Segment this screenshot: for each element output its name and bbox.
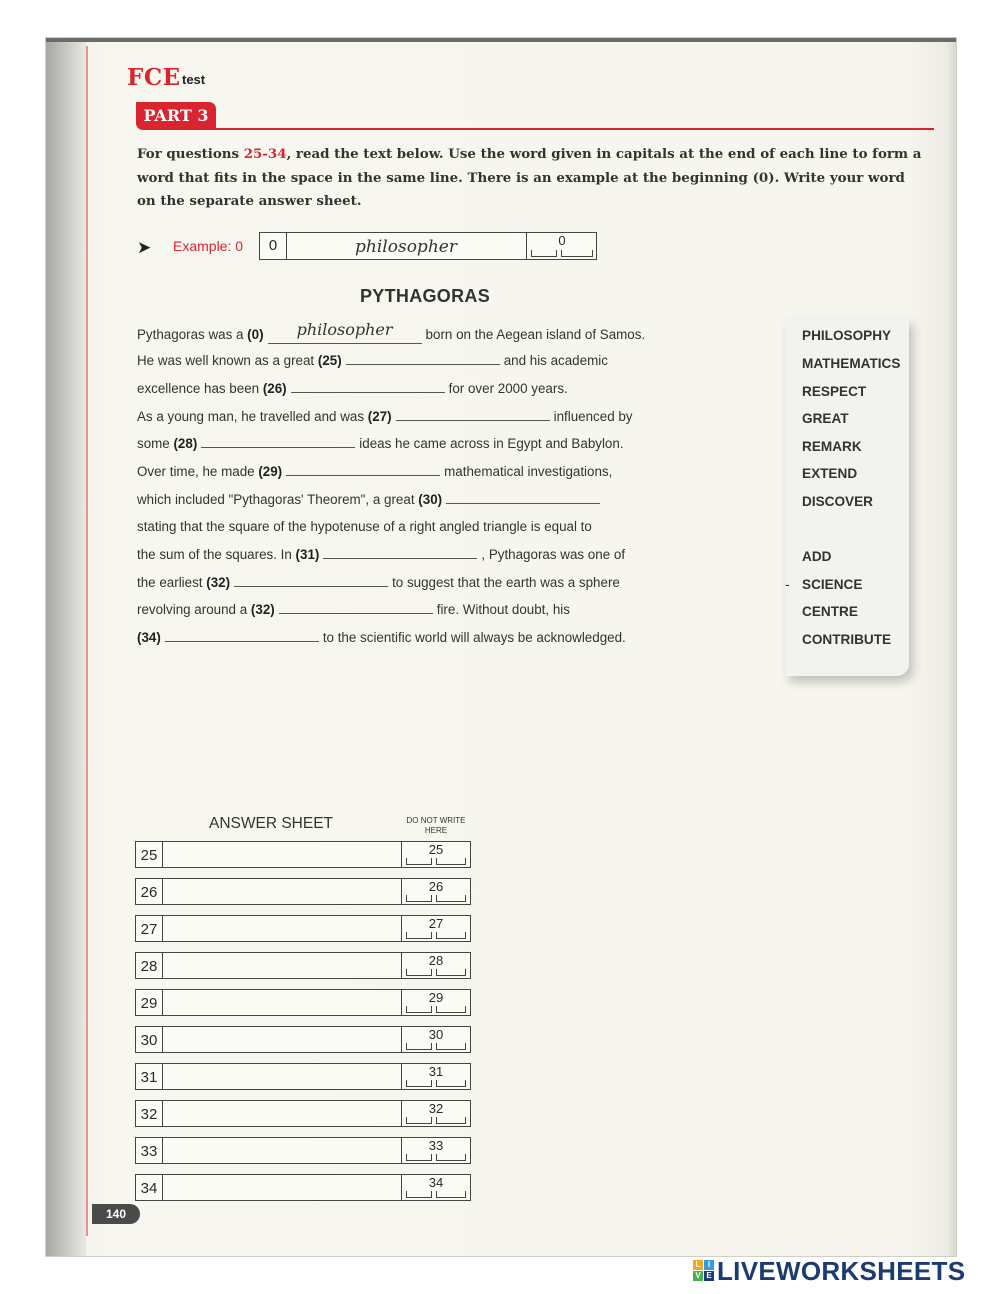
- marking-box: 34: [401, 1175, 470, 1200]
- passage-line: stating that the square of the hypotenuse of a right angled triangle is equal to: [137, 519, 592, 534]
- answer-blank[interactable]: [346, 352, 500, 365]
- keyword: CENTRE: [802, 604, 858, 619]
- keyword: CONTRIBUTE: [802, 632, 892, 647]
- marking-box: 30: [401, 1027, 470, 1052]
- question-number: (0): [247, 327, 264, 342]
- answer-input[interactable]: [163, 916, 400, 941]
- passage-line: (34) to the scientific world will always be acknowledged.: [137, 630, 626, 645]
- keyword: SCIENCE: [802, 577, 863, 592]
- part-divider: [216, 128, 934, 130]
- answer-blank[interactable]: [165, 629, 319, 642]
- fce-logo: FCE: [127, 64, 181, 91]
- keyword: DISCOVER: [802, 494, 874, 509]
- book-spine: [46, 40, 86, 1256]
- passage-title: PYTHAGORAS: [359, 286, 490, 306]
- answer-row-number: 26: [136, 879, 163, 904]
- answer-row: [135, 1174, 471, 1201]
- answer-blank[interactable]: [268, 320, 422, 344]
- answer-blank[interactable]: [396, 408, 550, 421]
- answer-row-number: 29: [136, 990, 163, 1015]
- margin-rule: [86, 46, 88, 1236]
- question-number: (31): [295, 547, 320, 562]
- marking-box: 32: [401, 1101, 470, 1126]
- answer-input[interactable]: [163, 1138, 400, 1163]
- answer-blank[interactable]: [446, 491, 600, 504]
- answer-blank[interactable]: [286, 463, 440, 476]
- answer-input[interactable]: [163, 879, 400, 904]
- example-answer: philosopher: [355, 237, 457, 257]
- marking-box: 25: [401, 842, 470, 867]
- keyword: PHILOSOPHY: [802, 328, 892, 343]
- arrow-icon: ➤: [137, 238, 152, 257]
- answer-blank[interactable]: [323, 546, 477, 559]
- passage-line: Pythagoras was a (0) philosopher born on the Aegean island of Samos.: [137, 320, 646, 342]
- liveworksheets-text: LIVEWORKSHEETS: [717, 1256, 966, 1286]
- page-number: 140: [92, 1204, 140, 1224]
- answer-row: [135, 989, 471, 1016]
- answer-input[interactable]: [163, 1175, 400, 1200]
- keyword: ADD: [802, 549, 832, 564]
- answer-row-number: 30: [136, 1027, 163, 1052]
- passage-line: which included "Pythagoras' Theorem", a great (30): [137, 491, 604, 507]
- fce-test-label: test: [182, 72, 206, 87]
- answer-input[interactable]: [163, 1027, 400, 1052]
- keyword: RESPECT: [802, 384, 867, 399]
- answer-input[interactable]: [163, 1064, 400, 1089]
- handwritten-answer: philosopher: [296, 320, 393, 339]
- passage-line: Over time, he made (29) mathematical investigations,: [137, 464, 613, 479]
- example-answer-box: [259, 232, 597, 260]
- answer-blank[interactable]: [279, 601, 433, 614]
- marking-box: 31: [401, 1064, 470, 1089]
- answer-blank[interactable]: [234, 574, 388, 587]
- marking-box: 33: [401, 1138, 470, 1163]
- answer-row-number: 34: [136, 1175, 163, 1200]
- question-number: (25): [317, 353, 342, 368]
- passage-line: He was well known as a great (25) and his academic: [137, 353, 608, 368]
- marking-box: 26: [401, 879, 470, 904]
- keyword-dash: -: [785, 576, 790, 592]
- question-number: (29): [258, 464, 283, 479]
- answer-row: [135, 841, 471, 868]
- instructions: For questions 25-34, read the text below. Use the word given in capitals at the end of each line to form a word that fits in the space in the same line. There is an example at the beginning (0). Write your word on the separate answer sheet.: [137, 146, 922, 209]
- example-mark-box: 0: [526, 233, 597, 259]
- answer-row: [135, 915, 471, 942]
- answer-row-number: 31: [136, 1064, 163, 1089]
- passage-line: the sum of the squares. In (31) , Pythagoras was one of: [137, 547, 626, 562]
- answer-row-number: 25: [136, 842, 163, 867]
- answer-row: [135, 1137, 471, 1164]
- marking-box: 29: [401, 990, 470, 1015]
- answer-row: [135, 1100, 471, 1127]
- answer-input[interactable]: [163, 953, 400, 978]
- passage-line: revolving around a (32) fire. Without doubt, his: [137, 602, 570, 617]
- answer-row-number: 27: [136, 916, 163, 941]
- keyword: REMARK: [802, 439, 862, 454]
- part-badge: PART 3: [136, 102, 216, 130]
- marking-box: 27: [401, 916, 470, 941]
- answer-input[interactable]: [163, 842, 400, 867]
- answer-row-number: 32: [136, 1101, 163, 1126]
- do-not-write-label: DO NOT WRITE HERE: [406, 816, 466, 835]
- answer-row: [135, 878, 471, 905]
- answer-row: [135, 952, 471, 979]
- passage-line: the earliest (32) to suggest that the earth was a sphere: [137, 575, 620, 590]
- page-top-edge: [46, 38, 956, 42]
- keyword: MATHEMATICS: [802, 356, 901, 371]
- question-number: (28): [173, 436, 198, 451]
- answer-blank[interactable]: [291, 380, 445, 393]
- example-number: 0: [260, 233, 287, 259]
- question-number: (26): [262, 381, 287, 396]
- answer-input[interactable]: [163, 1101, 400, 1126]
- passage-line: some (28) ideas he came across in Egypt and Babylon.: [137, 436, 624, 451]
- example-label: Example: 0: [173, 238, 244, 254]
- keyword: EXTEND: [802, 466, 858, 481]
- keyword: GREAT: [802, 411, 849, 426]
- answer-sheet-title: ANSWER SHEET: [209, 815, 334, 832]
- liveworksheets-icon: L I V E: [693, 1260, 715, 1282]
- answer-row: [135, 1026, 471, 1053]
- liveworksheets-logo: [693, 1258, 993, 1284]
- question-number: (30): [418, 492, 443, 507]
- answer-row: [135, 1063, 471, 1090]
- marking-box: 28: [401, 953, 470, 978]
- answer-row-number: 28: [136, 953, 163, 978]
- question-range: 25-34: [243, 146, 287, 162]
- answer-blank[interactable]: [201, 435, 355, 448]
- question-number: (34): [137, 630, 161, 645]
- question-number: (32): [206, 575, 231, 590]
- passage-line: As a young man, he travelled and was (27) influenced by: [137, 409, 633, 424]
- answer-row-number: 33: [136, 1138, 163, 1163]
- question-number: (32): [250, 602, 275, 617]
- question-number: (27): [367, 409, 392, 424]
- answer-input[interactable]: [163, 990, 400, 1015]
- passage-line: excellence has been (26) for over 2000 years.: [137, 381, 568, 396]
